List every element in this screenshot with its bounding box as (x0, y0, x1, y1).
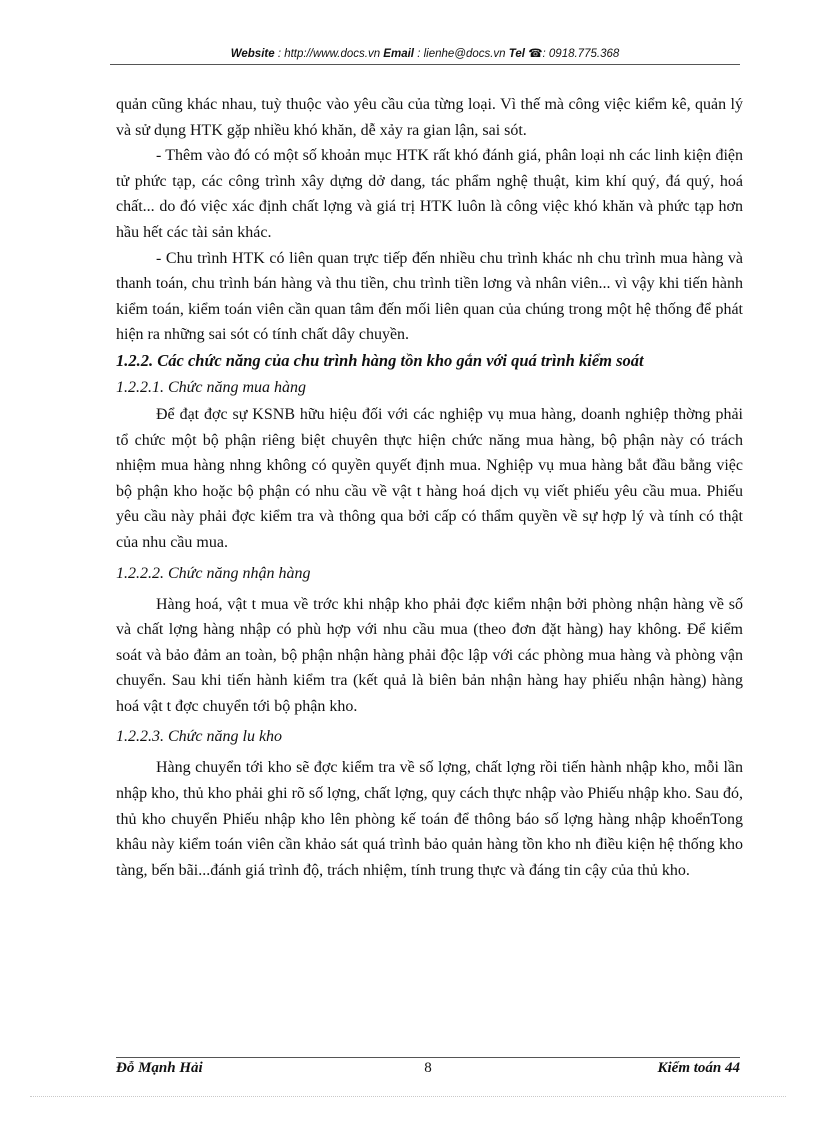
tel-label: Tel (508, 48, 525, 60)
page-bottom-border (30, 1096, 786, 1097)
footer-divider (116, 1057, 740, 1058)
subsection-heading-1-2-2-1: 1.2.2.1. Chức năng mua hàng (116, 378, 307, 396)
paragraph-1: quản cũng khác nhau, tuỳ thuộc vào yêu cầu của từng loại. Vì thế mà công việc kiểm kê, quản lý và sử dụng HTK gặp nhiều khó khăn, dễ xảy ra gian lận, sai sót. (116, 96, 743, 139)
website-value: : http://www.docs.vn (277, 48, 381, 60)
subsection-heading-1-2-2-3: 1.2.2.3. Chức năng lu kho (116, 728, 283, 746)
website-label: Website (230, 48, 275, 60)
footer-course: Kiểm toán 44 (657, 1060, 740, 1076)
header-divider (110, 64, 740, 65)
page-footer (116, 1060, 740, 1080)
email-value: : lienhe@docs.vn (417, 48, 506, 60)
paragraph-5: Hàng hoá, vật t mua về trớc khi nhập kho phải đợc kiểm nhận bởi phòng nhận hàng về số và chất lợng hàng nhập có phù hợp với nhu cầu mua (theo đơn đặt hàng) hay không. Để kiểm soát và bảo đảm an toàn, bộ phận nhận hàng phải độc lập với các phòng mua hàng và phòng vận chuyển. Sau khi tiến hành kiểm tra (kết quả là biên bản nhận hàng hay phiếu nhận hàng) hàng hoá vật t đợc chuyển tới bộ phận kho. (116, 595, 743, 715)
email-label: Email (383, 48, 414, 60)
phone-icon: ☎ (528, 48, 543, 60)
document-body (116, 92, 743, 883)
subsection-heading-1-2-2-2: 1.2.2.2. Chức năng nhận hàng (116, 564, 311, 582)
page-header (110, 46, 740, 64)
paragraph-3: - Chu trình HTK có liên quan trực tiếp đến nhiều chu trình khác nh chu trình mua hàng và thanh toán, chu trình bán hàng và thu tiền, chu trình tiền lơng và nhân viên... vì vậy khi tiến hành kiểm toán, kiểm toán viên cần quan tâm đến mối liên quan của chúng trong một hệ thống để phát hiện ra những sai sót có tính chất dây chuyền. (116, 249, 743, 344)
tel-value: : 0918.775.368 (542, 48, 620, 60)
paragraph-2: - Thêm vào đó có một số khoản mục HTK rất khó đánh giá, phân loại nh các linh kiện điện tử phức tạp, các công trình xây dựng dở dang, tác phẩm nghệ thuật, kim khí quý, đá quý, hoá chất... do đó việc xác định chất lợng và giá trị HTK luôn là công việc khó khăn và phức tạp hơn hầu hết các tài sản khác. (116, 147, 743, 241)
section-heading-1-2-2: 1.2.2. Các chức năng của chu trình hàng tồn kho gắn với quá trình kiểm soát (116, 350, 644, 370)
footer-author: Đỗ Mạnh Hải (116, 1060, 203, 1076)
page-number: 8 (424, 1060, 432, 1076)
paragraph-4: Để đạt đợc sự KSNB hữu hiệu đối với các nghiệp vụ mua hàng, doanh nghiệp thờng phải tổ chức một bộ phận riêng biệt chuyên thực hiện chức năng mua hàng, bộ phận này có trách nhiệm mua hàng nhng không có quyền quyết định mua. Nghiệp vụ mua hàng bắt đầu bằng việc bộ phận kho hoặc bộ phận có nhu cầu về vật t hàng hoá dịch vụ viết phiếu yêu cầu mua. Phiếu yêu cầu này phải đợc kiểm tra và thông qua bởi cấp có thẩm quyền về sự hợp lý và tính có thật của nhu cầu mua. (116, 405, 743, 551)
paragraph-6: Hàng chuyển tới kho sẽ đợc kiểm tra về số lợng, chất lợng rồi tiến hành nhập kho, mỗi lần nhập kho, thủ kho phải ghi rõ số lợng, chất lợng, quy cách thực nhập vào Phiếu nhập kho. Sau đó, thủ kho chuyển Phiếu nhập kho lên phòng kế toán để thông báo số lợng hàng nhập khoểnTong khâu này kiểm toán viên cần khảo sát quá trình bảo quản hàng tồn kho nh điều kiện hệ thống kho tàng, bến bãi...đánh giá trình độ, trách nhiệm, tính trung thực và đáng tin cậy của thủ kho. (116, 759, 743, 879)
